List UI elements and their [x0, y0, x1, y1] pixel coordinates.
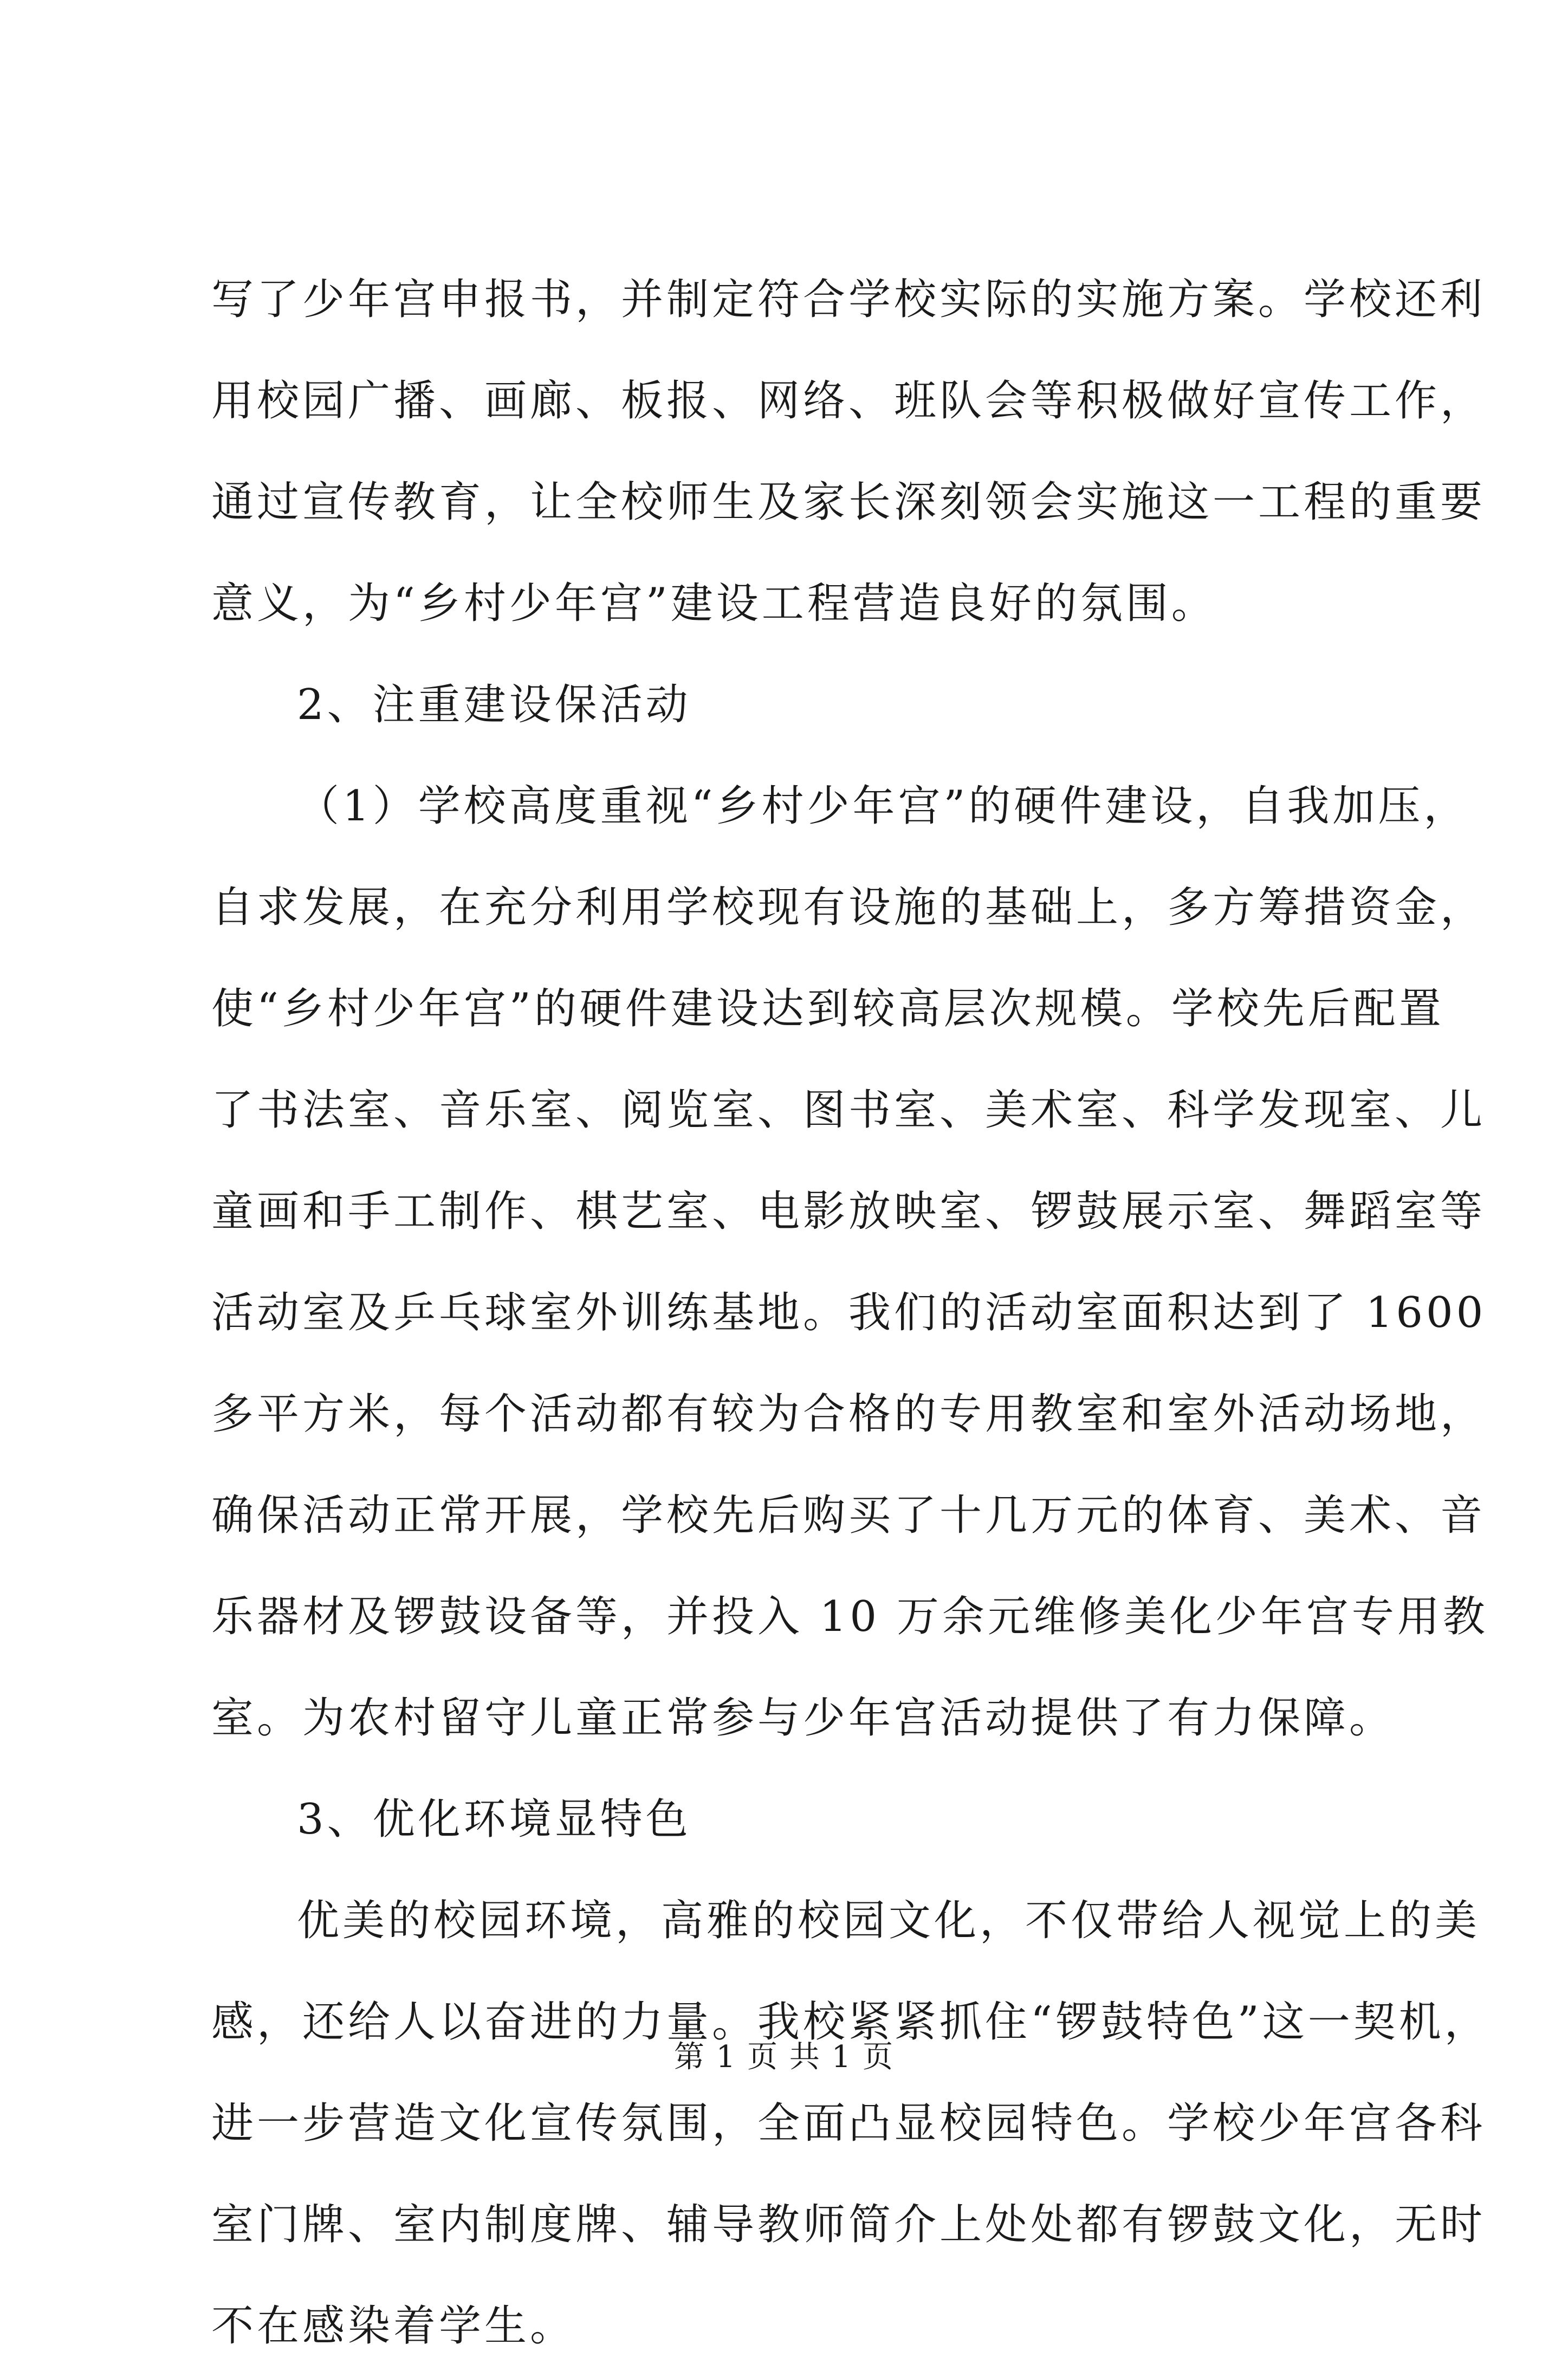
section-heading-2: 2、注重建设保活动 — [297, 681, 691, 729]
body-line-7: 自求发展，在充分利用学校现有设施的基础上，多方筹措资金， — [211, 883, 1486, 932]
body-line-14: 乐器材及锣鼓设备等，并投入 10 万余元维修美化少年宫专用教 — [211, 1592, 1488, 1641]
body-line-2: 用校园广播、画廊、板报、网络、班队会等积极做好宣传工作， — [211, 377, 1486, 425]
body-line-9: 了书法室、音乐室、阅览室、图书室、美术室、科学发现室、儿 — [211, 1086, 1486, 1135]
body-line-10: 童画和手工制作、棋艺室、电影放映室、锣鼓展示室、舞蹈室等 — [211, 1187, 1486, 1236]
paragraph-2-start: 优美的校园环境，高雅的校园文化，不仅带给人视觉上的美 — [297, 1896, 1481, 1945]
body-line-8: 使“乡村少年宫”的硬件建设达到较高层次规模。学校先后配置 — [211, 985, 1444, 1033]
body-line-12: 多平方米，每个活动都有较为合格的专用教室和室外活动场地， — [211, 1390, 1486, 1439]
body-line-15: 室。为农村留守儿童正常参与少年宫活动提供了有力保障。 — [211, 1694, 1395, 1743]
body-line-18: 感，还给人以奋进的力量。我校紧紧抓住“锣鼓特色”这一契机， — [211, 1998, 1490, 2046]
paragraph-1-start: （1）学校高度重视“乡村少年宫”的硬件建设，自我加压， — [297, 782, 1469, 831]
section-heading-3: 3、优化环境显特色 — [297, 1795, 691, 1844]
body-line-3: 通过宣传教育，让全校师生及家长深刻领会实施这一工程的重要 — [211, 478, 1486, 527]
body-line-20: 室门牌、室内制度牌、辅导教师简介上处处都有锣鼓文化，无时 — [211, 2200, 1486, 2249]
body-line-4: 意义，为“乡村少年宫”建设工程营造良好的氛围。 — [211, 579, 1217, 628]
body-line-13: 确保活动正常开展，学校先后购买了十几万元的体育、美术、音 — [211, 1491, 1486, 1540]
page-footer: 第 1 页 共 1 页 — [673, 2039, 895, 2075]
body-line-19: 进一步营造文化宣传氛围，全面凸显校园特色。学校少年宫各科 — [211, 2099, 1486, 2148]
body-line-1: 写了少年宫申报书，并制定符合学校实际的实施方案。学校还利 — [211, 275, 1486, 324]
body-line-11: 活动室及乒乓球室外训练基地。我们的活动室面积达到了 1600 — [211, 1288, 1487, 1337]
body-line-21: 不在感染着学生。 — [211, 2302, 576, 2350]
